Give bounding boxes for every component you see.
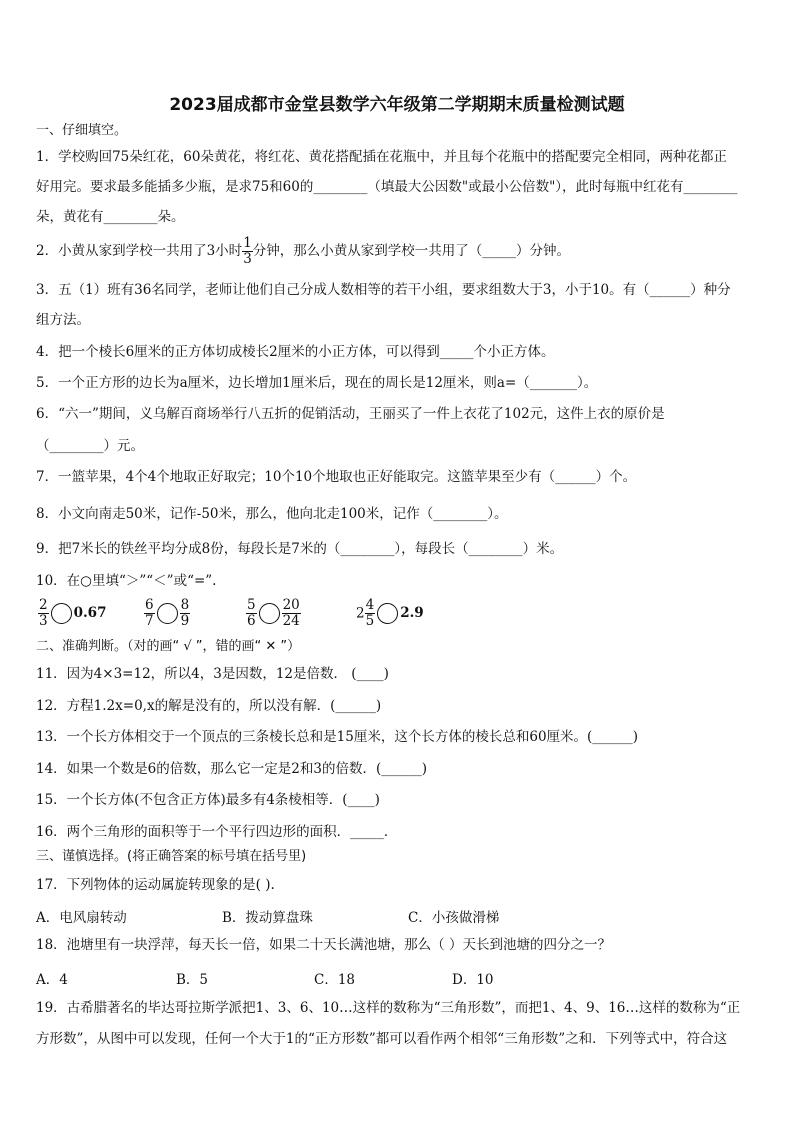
option-c[interactable]: C．小孩做滑梯: [408, 910, 500, 926]
question-14: 14．如果一个数是6的倍数，那么它一定是2和3的倍数．(______): [36, 761, 427, 777]
question-6-line-1: 6．“六一”期间，义乌解百商场举行八五折的促销活动，王丽买了一件上衣花了102元，这件上衣的原价是: [36, 406, 665, 422]
question-16: 16．两个三角形的面积等于一个平行四边形的面积．_____．: [36, 824, 398, 840]
question-17: 17．下列物体的运动属旋转现象的是( ).: [36, 877, 275, 893]
question-19-line-1: 19．古希腊著名的毕达哥拉斯学派把1、3、6、10…这样的数称为“三角形数”，而把1、4、9、16…这样的数称为“正: [36, 1000, 741, 1016]
fraction-numerator: 6: [145, 597, 154, 613]
question-2: [36, 236, 570, 267]
question-18: 18．池塘里有一块浮萍，每天长一倍，如果二十天长满池塘，那么（ ）天长到池塘的四分之一？: [36, 937, 611, 953]
compare-circle[interactable]: [259, 603, 280, 624]
compare-circle[interactable]: [377, 603, 398, 624]
fraction-denominator: 3: [243, 251, 252, 267]
compare-item-3: [246, 598, 301, 629]
fraction-denominator: 5: [365, 613, 375, 629]
question-3-line-1: 3．五（1）班有36名同学，老师让他们自己分成人数相等的若干小组，要求组数大于3，小于10。有（______）种分: [36, 282, 731, 298]
fraction-denominator: 3: [39, 613, 48, 629]
question-6-line-2: （________）元。: [36, 438, 144, 454]
section-heading-choice: 三、谨慎选择。(将正确答案的标号填在括号里): [36, 849, 307, 864]
compare-circle[interactable]: [157, 603, 178, 624]
fraction-denominator: 7: [145, 613, 154, 629]
question-7: 7．一篮苹果，4个4个地取正好取完；10个10个地取也正好能取完。这篮苹果至少有（______）个。: [36, 469, 637, 485]
question-10: 10．在○里填“＞”“＜”或“=”.: [36, 573, 217, 589]
mixed-number-whole: 2: [356, 605, 365, 622]
option-b[interactable]: B．5: [176, 972, 209, 988]
question-9: 9．把7米长的铁丝平均分成8份，每段长是7米的（________），每段长（________）米。: [36, 541, 564, 557]
option-a[interactable]: A．4: [36, 972, 68, 988]
question-15: 15．一个长方体(不包含正方体)最多有4条棱相等．(____): [36, 792, 380, 808]
question-11: 11．因为4×3=12，所以4，3是因数，12是倍数． (____): [36, 666, 389, 682]
option-c[interactable]: C．18: [314, 972, 356, 988]
option-a[interactable]: A．电风扇转动: [36, 910, 127, 926]
question-5: 5．一个正方形的边长为a厘米，边长增加1厘米后，现在的周长是12厘米，则a=（_______）。: [36, 375, 598, 391]
compare-item-2: [144, 598, 190, 629]
question-4: 4．把一个棱长6厘米的正方体切成棱长2厘米的小正方体，可以得到_____个小正方体。: [36, 344, 555, 360]
fraction-left: [246, 598, 257, 629]
compare-value: 0.67: [73, 605, 107, 621]
fraction-denominator: 6: [247, 613, 256, 629]
page-title: 2023届成都市金堂县数学六年级第二学期期末质量检测试题: [169, 95, 625, 115]
fraction-numerator: 1: [243, 235, 252, 251]
question-13: 13．一个长方体相交于一个顶点的三条棱长总和是15厘米，这个长方体的棱长总和60厘米。(______): [36, 729, 639, 745]
question-12: 12．方程1.2x=0,x的解是没有的，所以没有解．(______): [36, 698, 382, 714]
compare-item-1: [38, 598, 106, 629]
compare-item-4: [356, 598, 424, 629]
question-2-pre: 2．小黄从家到学校一共用了3小时: [36, 243, 243, 259]
fraction-numerator: 2: [39, 597, 48, 613]
question-1-line-3: 朵，黄花有________朵。: [36, 209, 185, 225]
fraction-denominator: 9: [180, 613, 190, 629]
section-heading-fill: 一、仔细填空。: [36, 123, 128, 138]
fraction-denominator: 24: [282, 613, 300, 629]
compare-value: 2.9: [400, 605, 424, 621]
fraction-right: [282, 598, 301, 629]
question-2-post: 分钟，那么小黄从家到学校一共用了（_____）分钟。: [252, 243, 571, 259]
fraction-numerator: 4: [365, 597, 375, 613]
compare-circle[interactable]: [51, 603, 72, 624]
fraction-numerator: 5: [247, 597, 256, 613]
option-b[interactable]: B．拨动算盘珠: [222, 910, 313, 926]
fraction-one-third: [242, 236, 253, 267]
fraction-numerator: 20: [282, 597, 300, 613]
question-1-line-1: 1．学校购回75朵红花，60朵黄花，将红花、黄花搭配插在花瓶中，并且每个花瓶中的搭配要完全相同，两种花都正: [36, 149, 727, 165]
option-d[interactable]: D．10: [452, 972, 494, 988]
fraction-left: [144, 598, 155, 629]
fraction-left: [38, 598, 49, 629]
question-1-line-2: 好用完。要求最多能插多少瓶，是求75和60的________（填最大公因数"或最小公倍数"），此时每瓶中红花有________: [36, 179, 738, 195]
fraction-right: [180, 598, 191, 629]
question-19-line-2: 方形数”，从图中可以发现，任何一个大于1的“正方形数”都可以看作两个相邻“三角形数”之和．下列等式中，符合这: [36, 1031, 728, 1047]
section-heading-judge: 二、准确判断。（对的画“ √ ”，错的画“ ✕ ”）: [36, 639, 301, 654]
question-3-line-2: 组方法。: [36, 312, 90, 328]
fraction-numerator: 8: [180, 597, 190, 613]
question-8: 8．小文向南走50米，记作-50米，那么，他向北走100米，记作（________）。: [36, 506, 508, 522]
fraction-left: [365, 598, 376, 629]
